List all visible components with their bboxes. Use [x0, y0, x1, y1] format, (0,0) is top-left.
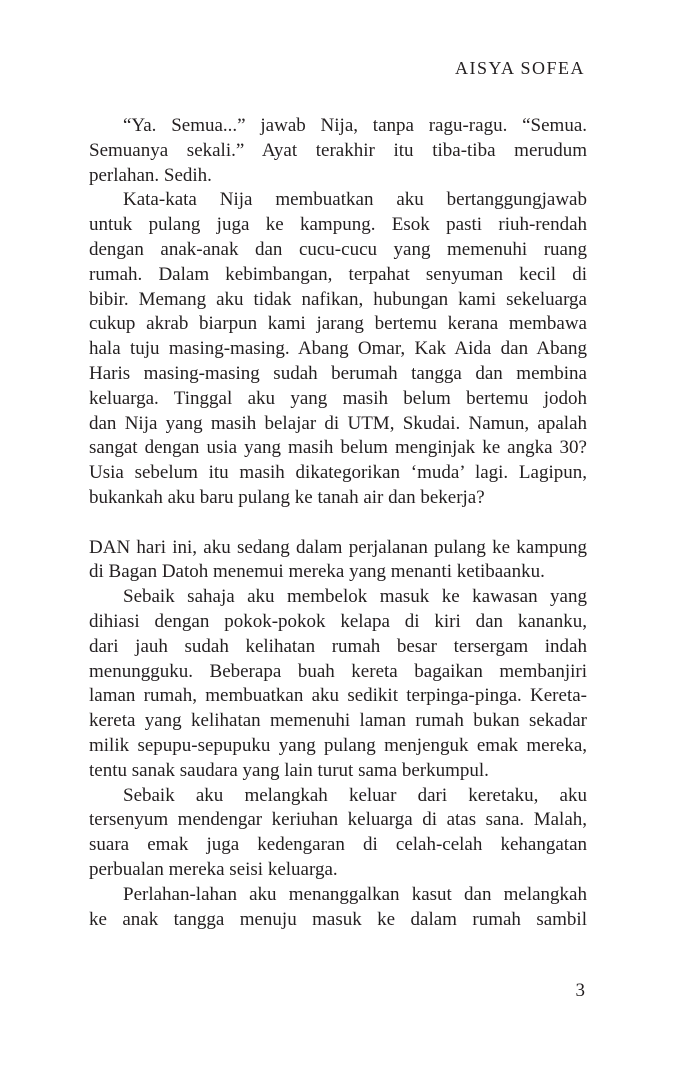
text-line: tersenyum mendengar keriuhan keluarga di atas sana. Malah,	[89, 809, 587, 831]
text-line: sangat dengan usia yang masih belum menginjak ke angka 30?	[89, 437, 587, 459]
text-line: ke anak tangga menuju masuk ke dalam rumah sambil	[89, 908, 587, 930]
section-break	[89, 511, 587, 536]
paragraph	[89, 585, 587, 783]
text-line: dengan anak-anak dan cucu-cucu yang memenuhi ruang	[89, 238, 587, 260]
text-line: Kata-kata Nija membuatkan aku bertanggungjawab	[123, 189, 587, 211]
paragraph	[89, 188, 587, 510]
text-line: bibir. Memang aku tidak nafikan, hubungan kami sekeluarga	[89, 288, 587, 310]
text-line: DAN hari ini, aku sedang dalam perjalanan pulang ke kampung	[89, 536, 587, 558]
paragraph	[89, 114, 587, 188]
page-number: 3	[575, 980, 585, 1001]
text-line: “Ya. Semua...” jawab Nija, tanpa ragu-ragu. “Semua.	[123, 115, 587, 136]
text-line: milik sepupu-sepupuku yang pulang menjenguk emak mereka,	[89, 734, 587, 756]
text-line: menungguku. Beberapa buah kereta bagaikan membanjiri	[89, 660, 587, 682]
text-line: Haris masing-masing sudah berumah tangga dan membina	[89, 362, 587, 384]
text-line: suara emak juga kedengaran di celah-celah kehangatan	[89, 834, 587, 856]
text-line: bukankah aku baru pulang ke tanah air dan bekerja?	[89, 486, 485, 508]
text-line: hala tuju masing-masing. Abang Omar, Kak Aida dan Abang	[89, 338, 587, 360]
text-line: perlahan. Sedih.	[89, 164, 212, 186]
text-line: Sebaik sahaja aku membelok masuk ke kawasan yang	[123, 586, 587, 608]
text-line: Semuanya sekali.” Ayat terakhir itu tiba-tiba merudum	[89, 139, 587, 161]
text-line: Usia sebelum itu masih dikategorikan ‘muda’ lagi. Lagipun,	[89, 462, 587, 484]
text-line: di Bagan Datoh menemui mereka yang menanti ketibaanku.	[89, 561, 545, 583]
text-line: rumah. Dalam kebimbangan, terpahat senyuman kecil di	[89, 263, 587, 285]
text-line: Sebaik aku melangkah keluar dari keretaku, aku	[123, 784, 587, 806]
text-line: kereta yang kelihatan memenuhi laman rumah bukan sekadar	[89, 710, 587, 732]
body-text	[89, 114, 587, 932]
text-line: tentu sanak saudara yang lain turut sama berkumpul.	[89, 759, 489, 781]
text-line: dari jauh sudah kelihatan rumah besar tersergam indah	[89, 635, 587, 657]
text-line: untuk pulang juga ke kampung. Esok pasti riuh-rendah	[89, 214, 587, 236]
running-header: AISYA SOFEA	[454, 58, 585, 78]
text-line: perbualan mereka seisi keluarga.	[89, 858, 338, 880]
text-line: cukup akrab biarpun kami jarang bertemu kerana membawa	[89, 313, 587, 335]
text-line: dan Nija yang masih belajar di UTM, Skudai. Namun, apalah	[89, 412, 587, 434]
text-line: keluarga. Tinggal aku yang masih belum bertemu jodoh	[89, 387, 587, 409]
text-line: Perlahan-lahan aku menanggalkan kasut dan melangkah	[123, 883, 587, 905]
text-line: dihiasi dengan pokok-pokok kelapa di kiri dan kananku,	[89, 610, 587, 632]
paragraph	[89, 536, 587, 586]
text-line: laman rumah, membuatkan aku sedikit terpinga-pinga. Kereta-	[89, 685, 587, 707]
paragraph	[89, 883, 587, 933]
paragraph	[89, 784, 587, 883]
